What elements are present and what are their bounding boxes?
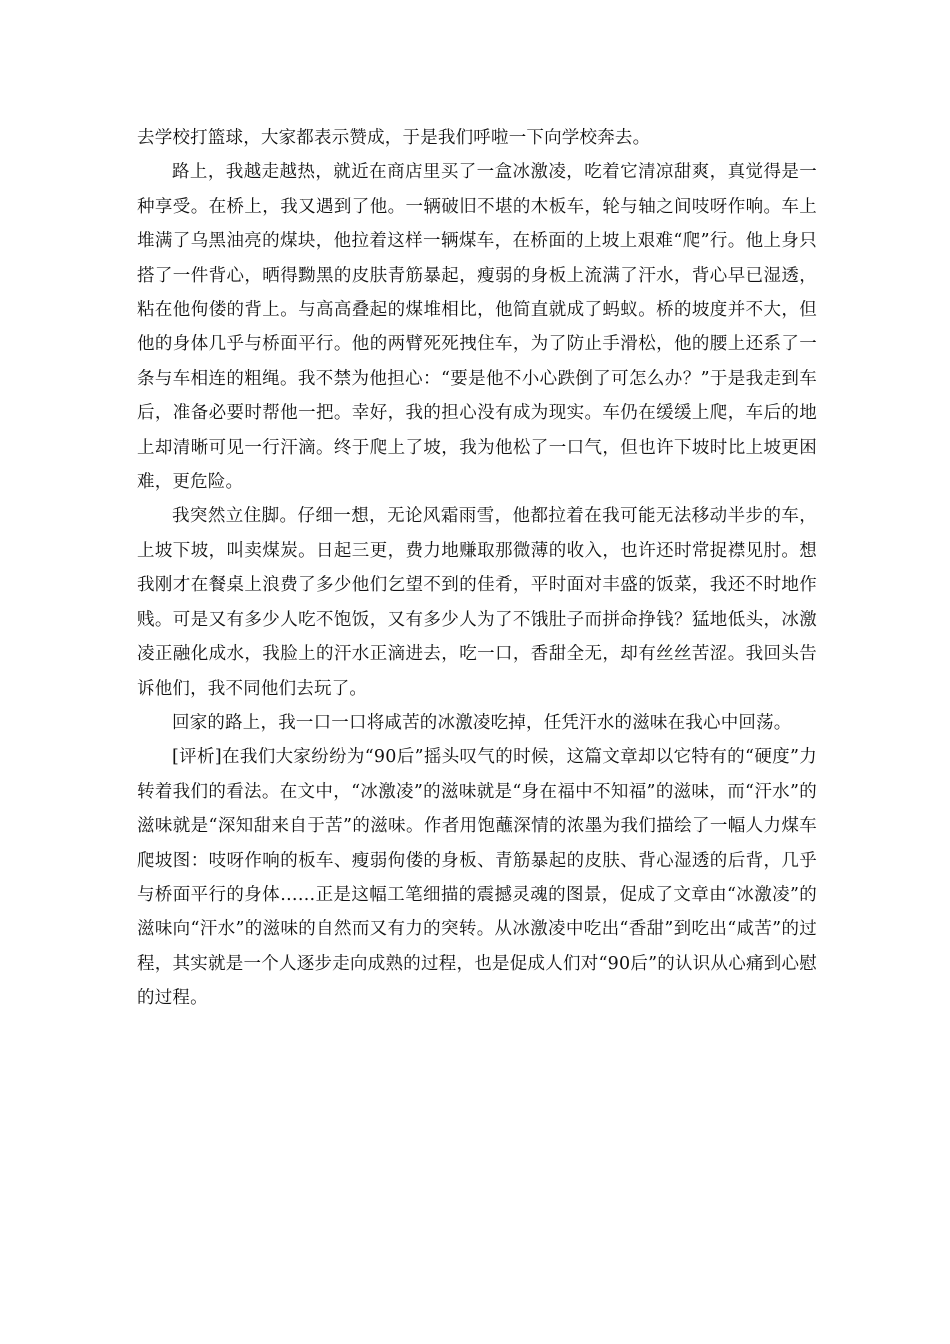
paragraph-reflection: 我突然立住脚。仔细一想，无论风霜雨雪，他都拉着在我可能无法移动半步的车，上坡下坡，叫卖煤炭。日起三更，费力地赚取那微薄的收入，也许还时常捉襟见肘。想我刚才在餐桌上浪费了多少他们乞望不到的佳肴，平时面对丰盛的饭菜，我还不时地作贱。可是又有多少人吃不饱饭，又有多少人为了不饿肚子而拼命挣钱？猛地低头，冰激凌正融化成水，我脸上的汗水正滴进去，吃一口，香甜全无，却有丝丝苦涩。我回头告诉他们，我不同他们去玩了。	[137, 506, 817, 699]
paragraph-commentary: [评析]在我们大家纷纷为“90后”摇头叹气的时候，这篇文章却以它特有的“硬度”力转着我们的看法。在文中，“冰激凌”的滋味就是“身在福中不知福”的滋味，而“汗水”的滋味就是“深知甜来自于苦”的滋味。作者用饱蘸深情的浓墨为我们描绘了一幅人力煤车爬坡图：吱呀作响的板车、瘦弱佝偻的身板、青筋暴起的皮肤、背心湿透的后背，几乎与桥面平行的身体……正是这幅工笔细描的震撼灵魂的图景，促成了文章由“冰激凌”的滋味向“汗水”的滋味的自然而又有力的突转。从冰激凌中吃出“香甜”到吃出“咸苦”的过程，其实就是一个人逐步走向成熟的过程，也是促成人们对“90后”的认识从心痛到心慰的过程。	[137, 747, 817, 1009]
paragraph-continuation: 去学校打篮球，大家都表示赞成，于是我们呼啦一下向学校奔去。	[137, 128, 651, 148]
paragraph-way-home: 回家的路上，我一口一口将咸苦的冰激凌吃掉，任凭汗水的滋味在我心中回荡。	[172, 712, 792, 733]
document-body	[137, 121, 817, 1016]
paragraph-bridge-scene: 路上，我越走越热，就近在商店里买了一盒冰激凌，吃着它清凉甜爽，真觉得是一种享受。在桥上，我又遇到了他。一辆破旧不堪的木板车，轮与轴之间吱呀作响。车上堆满了乌黑油亮的煤块，他拉着这样一辆煤车，在桥面的上坡上艰难“爬”行。他上身只搭了一件背心，晒得黝黑的皮肤青筋暴起，瘦弱的身板上流满了汗水，背心早已湿透，粘在他佝偻的背上。与高高叠起的煤堆相比，他简直就成了蚂蚁。桥的坡度并不大，但他的身体几乎与桥面平行。他的两臂死死拽住车，为了防止手滑松，他的腰上还系了一条与车相连的粗绳。我不禁为他担心：“要是他不小心跌倒了可怎么办？”于是我走到车后，准备必要时帮他一把。幸好，我的担心没有成为现实。车仍在缓缓上爬，车后的地上却清晰可见一行汗滴。终于爬上了坡，我为他松了一口气，但也许下坡时比上坡更困难，更危险。	[137, 162, 817, 493]
